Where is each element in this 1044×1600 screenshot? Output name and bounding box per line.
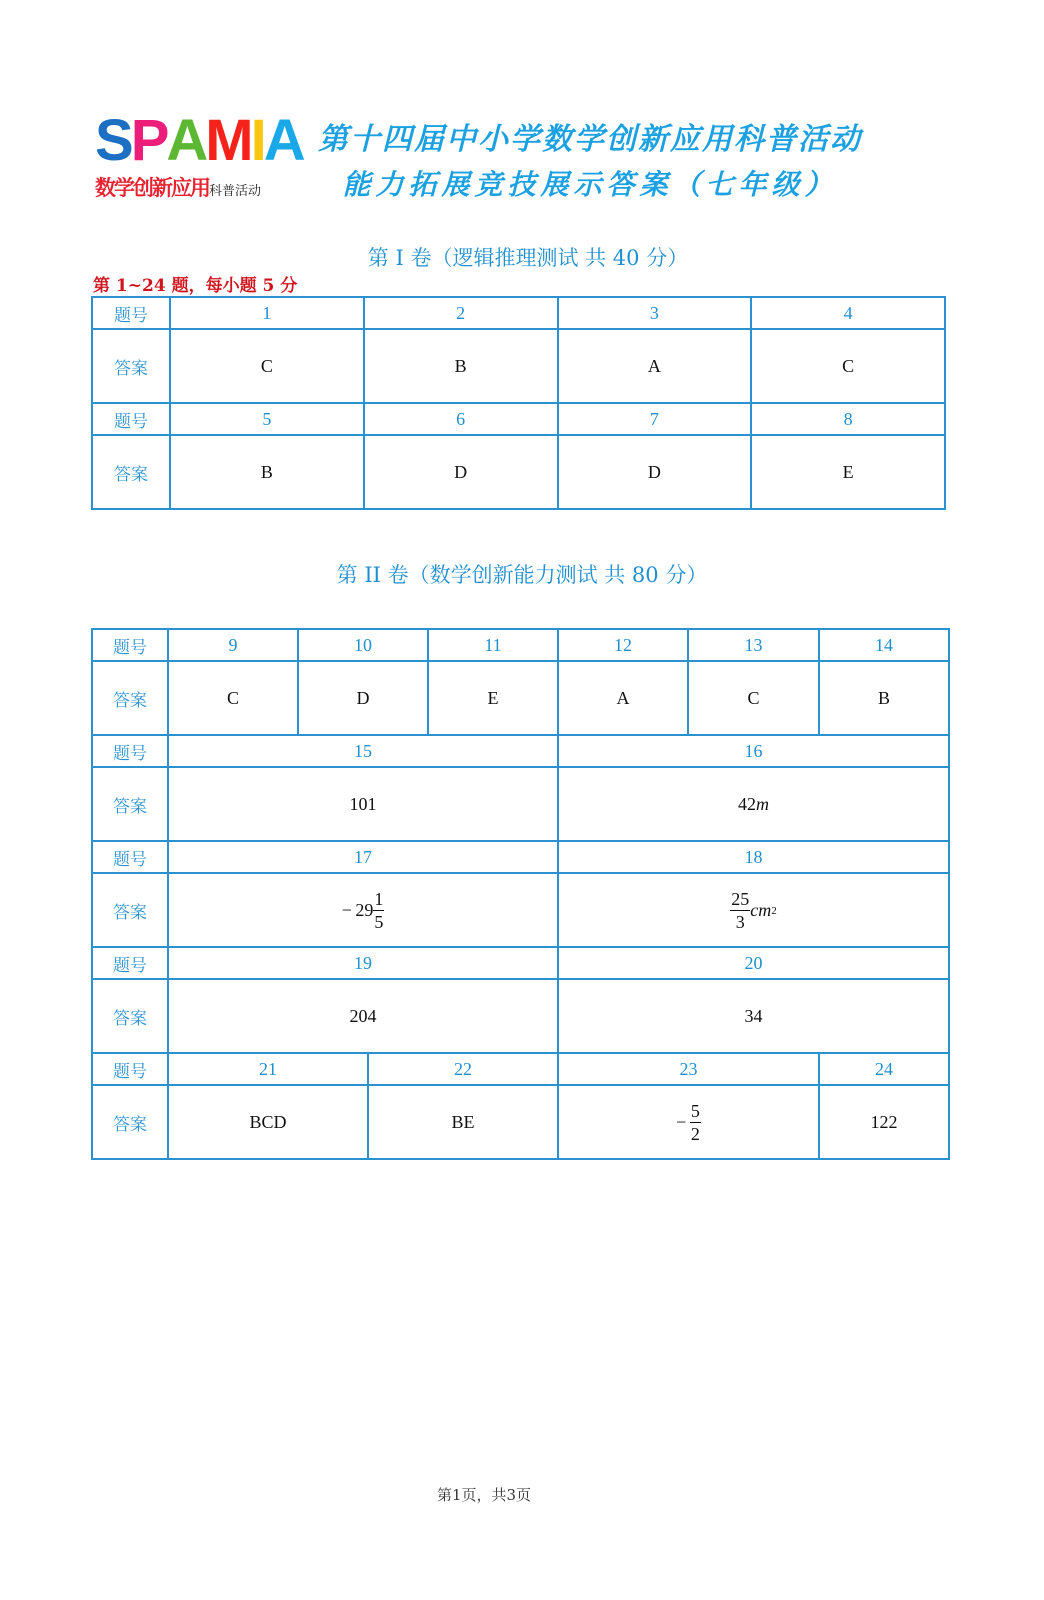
question-number: 23 xyxy=(558,1053,819,1085)
exponent: 2 xyxy=(771,904,777,917)
answer-cell: 122 xyxy=(819,1085,949,1159)
answer-cell: D xyxy=(364,435,558,509)
label-question: 题号 xyxy=(92,629,168,661)
part1-answer-table xyxy=(91,296,946,510)
answer-cell xyxy=(558,767,949,841)
fraction xyxy=(690,1102,701,1143)
answer-cell: C xyxy=(688,661,819,735)
answer-cell: B xyxy=(819,661,949,735)
question-number: 20 xyxy=(558,947,949,979)
logo-letter: S xyxy=(95,108,131,173)
question-number-row xyxy=(92,629,949,661)
logo-letter: I xyxy=(250,108,264,173)
question-number: 12 xyxy=(558,629,688,661)
answer-cell: C xyxy=(168,661,298,735)
logo-subtitle-main: 数学创新应用 xyxy=(95,176,209,200)
answer-cell: D xyxy=(298,661,428,735)
question-number: 3 xyxy=(558,297,752,329)
label-answer: 答案 xyxy=(92,767,168,841)
unit: cm xyxy=(750,900,772,920)
denominator: 3 xyxy=(735,912,745,932)
label-answer: 答案 xyxy=(92,1085,168,1159)
answer-row xyxy=(92,873,949,947)
question-number: 21 xyxy=(168,1053,368,1085)
logo-subtitle-small: 科普活动 xyxy=(209,184,262,199)
answer-cell: C xyxy=(170,329,364,403)
logo-letter: P xyxy=(130,108,167,173)
question-number: 10 xyxy=(298,629,428,661)
logo-letter: M xyxy=(205,108,251,173)
question-number: 24 xyxy=(819,1053,949,1085)
question-number-row xyxy=(92,403,945,435)
question-number: 19 xyxy=(168,947,558,979)
part2-answer-table xyxy=(91,628,950,1160)
numerator: 5 xyxy=(690,1100,700,1121)
answer-row xyxy=(92,767,949,841)
question-number-row xyxy=(92,841,949,873)
minus-sign: − xyxy=(341,899,352,920)
fraction xyxy=(373,890,384,931)
answer-row xyxy=(92,661,949,735)
question-number: 9 xyxy=(168,629,298,661)
question-number: 22 xyxy=(368,1053,558,1085)
label-answer: 答案 xyxy=(92,661,168,735)
question-number: 18 xyxy=(558,841,949,873)
math-expression xyxy=(730,890,777,931)
label-question: 题号 xyxy=(92,1053,168,1085)
label-question: 题号 xyxy=(92,297,170,329)
question-number-row xyxy=(92,947,949,979)
label-question: 题号 xyxy=(92,403,170,435)
answer-cell: E xyxy=(428,661,558,735)
label-answer: 答案 xyxy=(92,329,170,403)
answer-cell: B xyxy=(170,435,364,509)
math-expression xyxy=(342,890,385,931)
document-title: 第十四届中小学数学创新应用科普活动 xyxy=(318,122,862,157)
answer-row xyxy=(92,329,945,403)
answer-cell: D xyxy=(558,435,752,509)
question-number: 14 xyxy=(819,629,949,661)
scoring-note: 第 1~24 题，每小题 5 分 xyxy=(93,276,298,296)
part2-title: 第 II 卷（数学创新能力测试 共 80 分） xyxy=(336,563,708,587)
question-number: 4 xyxy=(751,297,945,329)
answer-cell: 204 xyxy=(168,979,558,1053)
question-number: 6 xyxy=(364,403,558,435)
question-number-row xyxy=(92,735,949,767)
label-answer: 答案 xyxy=(92,979,168,1053)
question-number: 2 xyxy=(364,297,558,329)
answer-cell: 101 xyxy=(168,767,558,841)
question-number: 7 xyxy=(558,403,752,435)
logo-subtitle xyxy=(95,172,300,202)
answer-cell-fraction-unit xyxy=(558,873,949,947)
logo-letter: A xyxy=(263,108,303,173)
answer-number: 42 xyxy=(738,793,756,814)
label-answer: 答案 xyxy=(92,435,170,509)
answer-unit: m xyxy=(756,793,769,814)
part1-title: 第 I 卷（逻辑推理测试 共 40 分） xyxy=(367,246,689,270)
question-number: 16 xyxy=(558,735,949,767)
answer-row xyxy=(92,435,945,509)
denominator: 2 xyxy=(690,1123,700,1144)
answer-cell: E xyxy=(751,435,945,509)
answer-cell: 34 xyxy=(558,979,949,1053)
question-number: 13 xyxy=(688,629,819,661)
answer-cell: A xyxy=(558,329,752,403)
question-number-row xyxy=(92,1053,949,1085)
answer-row xyxy=(92,1085,949,1159)
logo-letter: A xyxy=(166,108,206,173)
answer-row xyxy=(92,979,949,1053)
answer-cell-mixed-fraction xyxy=(168,873,558,947)
math-expression xyxy=(676,1102,701,1143)
question-number: 8 xyxy=(751,403,945,435)
label-question: 题号 xyxy=(92,735,168,767)
spamia-logo xyxy=(95,108,303,202)
label-answer: 答案 xyxy=(92,873,168,947)
answer-cell-fraction xyxy=(558,1085,819,1159)
denominator: 5 xyxy=(374,911,384,932)
question-number: 1 xyxy=(170,297,364,329)
minus-sign: − xyxy=(676,1111,687,1132)
answer-cell: A xyxy=(558,661,688,735)
question-number: 11 xyxy=(428,629,558,661)
document-subtitle: 能力拓展竞技展示答案（七年级） xyxy=(342,168,838,201)
answer-cell: C xyxy=(751,329,945,403)
numerator: 1 xyxy=(374,888,384,909)
numerator: 25 xyxy=(731,889,750,909)
answer-cell: B xyxy=(364,329,558,403)
question-number: 15 xyxy=(168,735,558,767)
question-number-row xyxy=(92,297,945,329)
answer-cell: BCD xyxy=(168,1085,368,1159)
logo-wordmark xyxy=(95,108,303,173)
label-question: 题号 xyxy=(92,947,168,979)
whole-part: 29 xyxy=(355,899,374,920)
fraction xyxy=(730,890,750,931)
label-question: 题号 xyxy=(92,841,168,873)
page-footer: 第1页，共3页 xyxy=(436,1486,532,1504)
answer-cell: BE xyxy=(368,1085,558,1159)
question-number: 5 xyxy=(170,403,364,435)
question-number: 17 xyxy=(168,841,558,873)
